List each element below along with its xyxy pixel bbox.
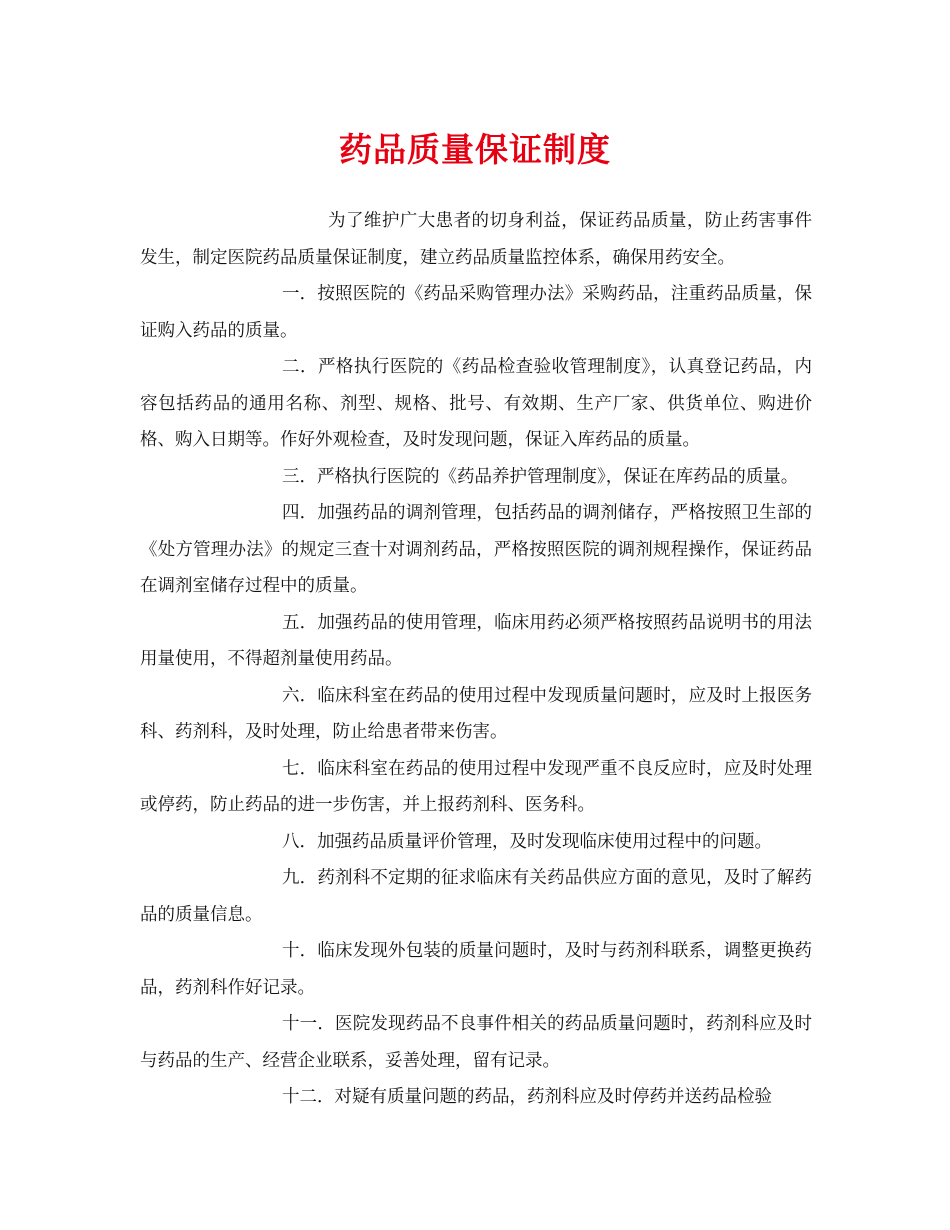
clause-8: 八．加强药品质量评价管理，及时发现临床使用过程中的问题。	[282, 831, 772, 852]
clause-1: 一．按照医院的《药品采购管理办法》采购药品，注重药品质量，保证购入药品的质量。	[140, 284, 812, 341]
clause-3: 三．严格执行医院的《药品养护管理制度》，保证在库药品的质量。	[282, 466, 799, 487]
clause-9: 九．药剂科不定期的征求临床有关药品供应方面的意见，及时了解药品的质量信息。	[140, 868, 812, 925]
clause-2: 二．严格执行医院的《药品检查验收管理制度》，认真登记药品，内容包括药品的通用名称、剂型、规格、批号、有效期、生产厂家、供货单位、购进价格、购入日期等。作好外观检查，及时发现问题，保证入库药品的质量。	[140, 357, 812, 450]
document-body	[140, 203, 812, 1116]
clause-12: 十二．对疑有质量问题的药品，药剂科应及时停药并送药品检验	[282, 1087, 772, 1107]
clause-4: 四．加强药品的调剂管理，包括药品的调剂储存，严格按照卫生部的《处方管理办法》的规定三查十对调剂药品，严格按照医院的调剂规程操作，保证药品在调剂室储存过程中的质量。	[140, 503, 812, 596]
clause-6: 六．临床科室在药品的使用过程中发现质量问题时，应及时上报医务科、药剂科，及时处理，防止给患者带来伤害。	[140, 685, 812, 742]
clause-11: 十一．医院发现药品不良事件相关的药品质量问题时，药剂科应及时与药品的生产、经营企业联系，妥善处理，留有记录。	[140, 1014, 812, 1071]
document-title: 药品质量保证制度	[339, 130, 611, 169]
intro-paragraph: 为了维护广大患者的切身利益，保证药品质量，防止药害事件发生，制定医院药品质量保证制度，建立药品质量监控体系，确保用药安全。	[140, 211, 812, 268]
clause-10: 十．临床发现外包装的质量问题时，及时与药剂科联系，调整更换药品，药剂科作好记录。	[140, 941, 812, 998]
clause-7: 七．临床科室在药品的使用过程中发现严重不良反应时，应及时处理或停药，防止药品的进一步伤害，并上报药剂科、医务科。	[140, 758, 812, 815]
clause-5: 五．加强药品的使用管理，临床用药必须严格按照药品说明书的用法用量使用，不得超剂量使用药品。	[140, 612, 812, 669]
